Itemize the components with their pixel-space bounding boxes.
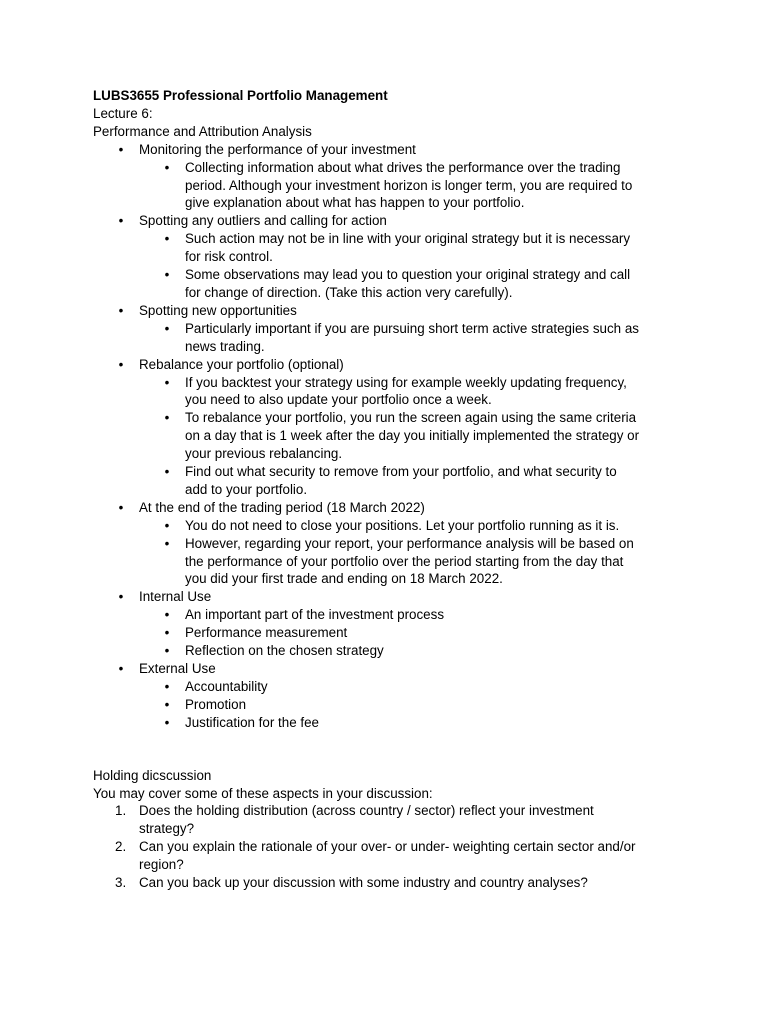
question-number: 2. bbox=[115, 839, 127, 855]
subsection-text-line: You do not need to close your positions. Let your portfolio running as it is. bbox=[185, 517, 620, 533]
subsection-text-line: add to your portfolio. bbox=[185, 481, 308, 497]
bullet-icon: • bbox=[164, 696, 170, 712]
question-text-line: Can you back up your discussion with some industry and country analyses? bbox=[139, 875, 588, 891]
bullet-icon: • bbox=[164, 714, 170, 730]
section-item bbox=[93, 302, 693, 320]
subsection-text-line: Such action may not be in line with your original strategy but it is necessary bbox=[185, 231, 631, 247]
section-item bbox=[93, 499, 693, 517]
question-text-line: strategy? bbox=[139, 821, 195, 837]
subsection-text-line: Collecting information about what drives the performance over the trading bbox=[185, 159, 621, 175]
lecture-label: Lecture 6: bbox=[93, 105, 153, 121]
subsection-item bbox=[93, 642, 693, 660]
subsection-item bbox=[93, 230, 693, 266]
bullet-icon: • bbox=[164, 607, 170, 623]
bullet-icon: • bbox=[164, 643, 170, 659]
subsection-item bbox=[93, 266, 693, 302]
bullet-icon: • bbox=[164, 267, 170, 283]
subsection-item bbox=[93, 696, 693, 714]
spacer bbox=[93, 732, 693, 767]
section-heading: At the end of the trading period (18 March 2022) bbox=[139, 499, 425, 515]
bullet-icon: • bbox=[118, 302, 124, 318]
bullet-icon: • bbox=[164, 231, 170, 247]
subsection-text-line: To rebalance your portfolio, you run the screen again using the same criteria bbox=[185, 410, 637, 426]
subsection-text-line: your previous rebalancing. bbox=[185, 446, 343, 462]
subsection-text-line: However, regarding your report, your performance analysis will be based on bbox=[185, 535, 634, 551]
question-item bbox=[93, 838, 693, 874]
lecture-topic: Performance and Attribution Analysis bbox=[93, 123, 312, 139]
section-heading: External Use bbox=[139, 661, 216, 676]
question-item bbox=[93, 874, 693, 892]
subsection-text-line: give explanation about what has happen to your portfolio. bbox=[185, 195, 525, 211]
bullet-icon: • bbox=[118, 589, 124, 605]
section-item bbox=[93, 212, 693, 230]
question-item bbox=[93, 802, 693, 838]
bullet-icon: • bbox=[118, 356, 124, 372]
bullet-icon: • bbox=[118, 141, 124, 157]
subsection-item bbox=[93, 517, 693, 535]
subsection-item bbox=[93, 463, 693, 499]
section-heading: Spotting new opportunities bbox=[139, 302, 297, 318]
bullet-icon: • bbox=[164, 517, 170, 533]
subsection-text-line: the performance of your portfolio over the period starting from the day that bbox=[185, 553, 624, 569]
subsection-item bbox=[93, 714, 693, 732]
subsection-text-line: period. Although your investment horizon is longer term, you are required to bbox=[185, 177, 633, 193]
subsection-text-line: Justification for the fee bbox=[185, 714, 319, 730]
section-list bbox=[93, 141, 693, 732]
subsection-text-line: Find out what security to remove from your portfolio, and what security to bbox=[185, 464, 617, 480]
question-text-line: region? bbox=[139, 857, 184, 873]
document-title: LUBS3655 Professional Portfolio Management bbox=[93, 88, 388, 103]
section-item bbox=[93, 141, 693, 159]
bullet-icon: • bbox=[118, 661, 124, 676]
subsection-text-line: on a day that is 1 week after the day you initially implemented the strategy or bbox=[185, 428, 640, 444]
subsection-text-line: for risk control. bbox=[185, 249, 273, 265]
question-list bbox=[93, 802, 693, 892]
question-text-line: Does the holding distribution (across country / sector) reflect your investment bbox=[139, 803, 594, 819]
section-heading: Internal Use bbox=[139, 589, 212, 605]
bullet-icon: • bbox=[164, 678, 170, 694]
bullet-icon: • bbox=[164, 159, 170, 175]
question-number: 1. bbox=[115, 803, 127, 819]
section-item bbox=[93, 660, 693, 678]
question-text-line: Can you explain the rationale of your over- or under- weighting certain sector and/or bbox=[139, 839, 636, 855]
subsection-item bbox=[93, 409, 693, 463]
bullet-icon: • bbox=[164, 464, 170, 480]
bullet-icon: • bbox=[164, 410, 170, 426]
subsection-text-line: for change of direction. (Take this action very carefully). bbox=[185, 284, 513, 300]
subsection-item bbox=[93, 678, 693, 696]
subsection-item bbox=[93, 374, 693, 410]
subsection-text-line: Some observations may lead you to question your original strategy and call bbox=[185, 267, 631, 283]
section-item bbox=[93, 588, 693, 606]
section-heading: Monitoring the performance of your investment bbox=[139, 141, 416, 157]
bullet-icon: • bbox=[164, 535, 170, 551]
holding-heading: Holding dicscussion bbox=[93, 767, 212, 783]
subsection-text-line: you need to also update your portfolio once a week. bbox=[185, 392, 492, 408]
subsection-text-line: Performance measurement bbox=[185, 625, 348, 641]
subsection-text-line: If you backtest your strategy using for example weekly updating frequency, bbox=[185, 374, 627, 390]
subsection-item bbox=[93, 606, 693, 624]
subsection-item bbox=[93, 159, 693, 213]
bullet-icon: • bbox=[164, 320, 170, 336]
question-number: 3. bbox=[115, 875, 127, 891]
section-heading: Rebalance your portfolio (optional) bbox=[139, 356, 344, 372]
bullet-icon: • bbox=[118, 499, 124, 515]
section-heading: Spotting any outliers and calling for action bbox=[139, 213, 387, 229]
holding-intro: You may cover some of these aspects in your discussion: bbox=[93, 785, 433, 801]
subsection-text-line: news trading. bbox=[185, 338, 265, 354]
section-item bbox=[93, 356, 693, 374]
subsection-text-line: Promotion bbox=[185, 696, 247, 712]
bullet-icon: • bbox=[118, 213, 124, 229]
subsection-text-line: Particularly important if you are pursuing short term active strategies such as bbox=[185, 320, 639, 336]
subsection-item bbox=[93, 535, 693, 589]
document-body bbox=[93, 87, 693, 892]
subsection-item bbox=[93, 624, 693, 642]
subsection-text-line: you did your first trade and ending on 18 March 2022. bbox=[185, 571, 503, 587]
bullet-icon: • bbox=[164, 625, 170, 641]
subsection-text-line: An important part of the investment process bbox=[185, 607, 445, 623]
subsection-text-line: Reflection on the chosen strategy bbox=[185, 643, 384, 659]
subsection-text-line: Accountability bbox=[185, 678, 268, 694]
bullet-icon: • bbox=[164, 374, 170, 390]
subsection-item bbox=[93, 320, 693, 356]
